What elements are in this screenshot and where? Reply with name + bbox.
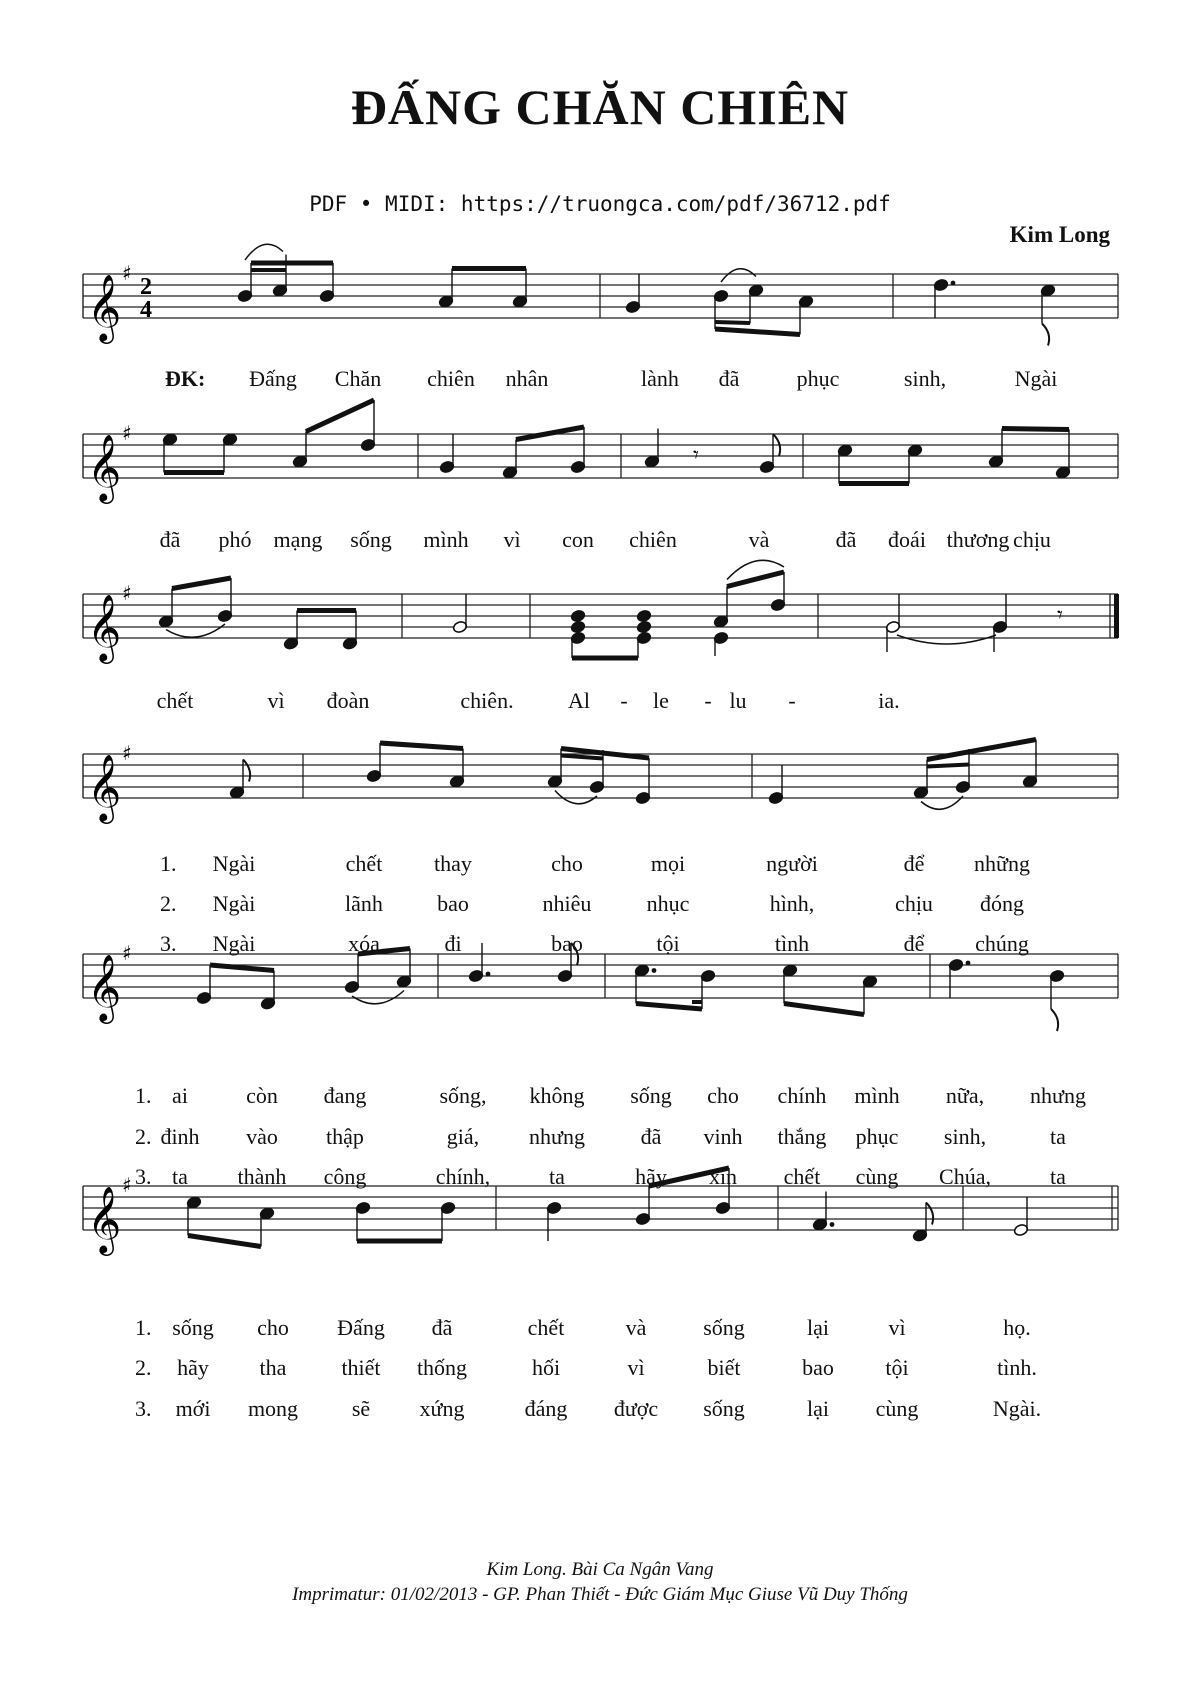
verse-number: 2. xyxy=(160,891,177,916)
lyric-syllable: để xyxy=(903,851,925,876)
lyric-syllable: hãy xyxy=(635,1164,667,1189)
lyric-syllable: còn xyxy=(246,1083,278,1108)
lyric-syllable: con xyxy=(562,527,594,552)
lyric-syllable: chiên. xyxy=(460,688,514,713)
lyric-syllable: chết xyxy=(527,1315,565,1340)
lyric-syllable: chính, xyxy=(435,1164,491,1189)
lyric-syllable: thiết xyxy=(341,1355,381,1380)
lyric-syllable: mới xyxy=(175,1396,211,1421)
lyric-syllable: thay xyxy=(434,851,472,876)
verse-number: 2. xyxy=(135,1124,152,1149)
lyric-syllable: mong xyxy=(247,1396,299,1421)
note-head xyxy=(636,620,651,633)
lyric-syllable: đã xyxy=(718,366,740,391)
lyric-syllable: ta xyxy=(172,1164,188,1189)
key-signature-sharp: ♯ xyxy=(122,1173,132,1197)
lyric-syllable: thắng xyxy=(777,1124,827,1149)
note-beam xyxy=(172,578,231,589)
slur xyxy=(897,635,996,644)
lyric-syllable: cho xyxy=(257,1315,289,1340)
lyric-syllable: đã xyxy=(431,1315,453,1340)
note-head xyxy=(636,609,651,622)
lyric-syllable: mọi xyxy=(650,851,686,876)
note-flag xyxy=(1051,1009,1058,1031)
note-beam xyxy=(715,329,800,335)
verse-number: 2. xyxy=(135,1355,152,1380)
lyric-syllable: sinh, xyxy=(903,366,947,391)
lyric-syllable: chúng xyxy=(975,931,1029,956)
lyric-syllable: mình xyxy=(423,527,469,552)
lyric-syllable: vì xyxy=(888,1315,906,1340)
lyric-syllable: Al xyxy=(568,688,590,713)
lyric-syllable: vinh xyxy=(703,1124,743,1149)
lyric-syllable: phục xyxy=(796,366,840,391)
note-head xyxy=(570,620,585,633)
lyric-syllable: ta xyxy=(549,1164,565,1189)
lyric-syllable: Ngài. xyxy=(992,1396,1042,1421)
lyric-syllable: cho xyxy=(551,851,583,876)
lyric-syllable: Chúa, xyxy=(939,1164,991,1189)
verse-number: 3. xyxy=(135,1396,152,1421)
lyric-syllable: lãnh xyxy=(345,891,383,916)
note-beam xyxy=(306,400,374,432)
lyric-syllable: giá, xyxy=(446,1124,480,1149)
lyric-syllable: sẽ xyxy=(351,1396,371,1421)
lyric-syllable: họ. xyxy=(1003,1315,1031,1340)
lyric-syllable: tha xyxy=(259,1355,287,1380)
lyric-syllable: đi xyxy=(444,931,462,956)
note-head xyxy=(570,609,585,622)
lyric-syllable: sống xyxy=(172,1315,214,1340)
final-barline-thick xyxy=(1114,594,1119,638)
lyric-syllable: bao xyxy=(437,891,469,916)
lyric-syllable: đinh xyxy=(160,1124,200,1149)
lyric-syllable: được xyxy=(613,1396,659,1421)
lyric-syllable: lành xyxy=(641,366,679,391)
note-beam xyxy=(715,322,750,323)
note-beam xyxy=(636,1004,702,1010)
slur xyxy=(352,991,404,1004)
lyric-syllable: chết xyxy=(345,851,383,876)
augmentation-dot xyxy=(652,968,657,973)
lyric-syllable: nhưng xyxy=(1030,1083,1086,1108)
lyric-syllable: và xyxy=(748,527,770,552)
lyric-syllable: phục xyxy=(855,1124,899,1149)
lyric-syllable: mình xyxy=(854,1083,900,1108)
note-beam xyxy=(210,965,274,971)
lyric-syllable: để xyxy=(903,931,925,956)
lyric-syllable: xóa xyxy=(348,931,380,956)
lyric-syllable: không xyxy=(529,1083,585,1108)
lyric-syllable: tội xyxy=(885,1355,909,1380)
lyric-syllable: người xyxy=(766,851,818,876)
lyric-syllable: những xyxy=(974,851,1030,876)
lyric-syllable: nhân xyxy=(505,366,549,391)
slur xyxy=(245,244,283,260)
lyric-syllable: tình xyxy=(774,931,810,956)
lyric-syllable: tội xyxy=(656,931,680,956)
lyric-syllable: đã xyxy=(835,527,857,552)
lyric-syllable: - xyxy=(620,688,628,713)
key-signature-sharp: ♯ xyxy=(122,581,132,605)
note-flag xyxy=(1042,324,1049,346)
lyric-syllable: đáng xyxy=(524,1396,568,1421)
note-beam xyxy=(727,572,784,587)
lyric-syllable: đóng xyxy=(980,891,1024,916)
eighth-rest: 𝄾 xyxy=(1057,603,1063,628)
lyric-syllable: sinh, xyxy=(943,1124,987,1149)
lyric-syllable: Chăn xyxy=(334,366,382,391)
lyric-syllable: sống, xyxy=(439,1083,487,1108)
lyric-syllable: sống xyxy=(350,527,392,552)
lyric-syllable: thành xyxy=(237,1164,287,1189)
verse-number: 1. xyxy=(160,851,177,876)
lyric-syllable: phó xyxy=(218,527,252,552)
lyric-syllable: đoái xyxy=(888,527,926,552)
lyric-syllable: Ngài xyxy=(212,891,256,916)
note-beam xyxy=(927,740,1036,760)
treble-clef: 𝄞 xyxy=(87,753,122,821)
lyric-syllable: nhục xyxy=(646,891,690,916)
lyric-syllable: đoàn xyxy=(326,688,370,713)
lyric-syllable: mạng xyxy=(273,527,323,552)
lyric-syllable: nữa, xyxy=(945,1083,985,1108)
note-beam xyxy=(380,743,463,749)
lyric-syllable: cùng xyxy=(855,1164,899,1189)
lyric-syllable: xin xyxy=(708,1164,738,1189)
lyric-syllable: vào xyxy=(246,1124,278,1149)
lyric-syllable: thương xyxy=(946,527,1010,552)
key-signature-sharp: ♯ xyxy=(122,741,132,765)
lyric-syllable: Đấng xyxy=(249,366,297,391)
lyric-syllable: tình. xyxy=(997,1355,1037,1380)
slur xyxy=(166,624,225,637)
augmentation-dot xyxy=(966,961,971,966)
time-signature-top: 2 xyxy=(140,274,152,300)
lyric-syllable: sống xyxy=(630,1083,672,1108)
lyric-syllable: Ngài xyxy=(1014,366,1058,391)
lyric-syllable: - xyxy=(788,688,796,713)
treble-clef: 𝄞 xyxy=(87,273,122,341)
treble-clef: 𝄞 xyxy=(87,593,122,661)
note-beam xyxy=(516,427,584,440)
lyric-syllable: ta xyxy=(1050,1124,1066,1149)
song-title: ĐẤNG CHĂN CHIÊN xyxy=(350,79,850,135)
eighth-rest: 𝄾 xyxy=(693,443,699,468)
lyric-syllable: đã xyxy=(640,1124,662,1149)
footer-imprimatur: Imprimatur: 01/02/2013 - GP. Phan Thiết - Đức Giám Mục Giuse Vũ Duy Thống xyxy=(292,1584,908,1605)
lyric-syllable: chiên xyxy=(629,527,677,552)
verse-number: 1. xyxy=(135,1315,152,1340)
augmentation-dot xyxy=(951,281,956,286)
time-signature-bottom: 4 xyxy=(140,297,152,323)
lyric-syllable: công xyxy=(323,1164,367,1189)
verse-number: 3. xyxy=(135,1164,152,1189)
key-signature-sharp: ♯ xyxy=(122,261,132,285)
lyric-syllable: hình, xyxy=(769,891,815,916)
augmentation-dot xyxy=(486,972,491,977)
lyric-syllable: lại xyxy=(807,1315,829,1340)
key-signature-sharp: ♯ xyxy=(122,941,132,965)
note-beam xyxy=(561,756,603,759)
lyric-syllable: hãy xyxy=(177,1355,209,1380)
lyric-syllable: hối xyxy=(531,1355,561,1380)
refrain-label: ĐK: xyxy=(165,366,206,391)
lyric-syllable: vì xyxy=(627,1355,645,1380)
note-beam xyxy=(784,1004,864,1015)
lyric-syllable: chiên xyxy=(427,366,475,391)
lyric-syllable: bao xyxy=(802,1355,834,1380)
lyric-syllable: ia. xyxy=(878,688,900,713)
verse-number: 1. xyxy=(135,1083,152,1108)
augmentation-dot xyxy=(830,1222,835,1227)
lyric-syllable: sống xyxy=(703,1396,745,1421)
lyric-syllable: nhưng xyxy=(529,1124,585,1149)
treble-clef: 𝄞 xyxy=(87,953,122,1021)
lyric-syllable: cùng xyxy=(875,1396,919,1421)
lyric-syllable: chính xyxy=(777,1083,827,1108)
composer: Kim Long xyxy=(1009,222,1110,247)
note-beam xyxy=(1002,429,1069,430)
lyric-syllable: lu xyxy=(729,688,747,713)
lyric-syllable: biết xyxy=(707,1355,741,1380)
slur xyxy=(721,269,756,282)
lyric-syllable: thống xyxy=(416,1355,468,1380)
lyric-syllable: đang xyxy=(323,1083,367,1108)
lyric-syllable: Ngài xyxy=(212,931,256,956)
note-flag xyxy=(243,760,250,782)
lyric-syllable: xứng xyxy=(419,1396,465,1421)
key-signature-sharp: ♯ xyxy=(122,421,132,445)
lyric-syllable: Ngài xyxy=(212,851,256,876)
slur xyxy=(555,791,597,804)
lyric-syllable: lại xyxy=(807,1396,829,1421)
note-beam xyxy=(927,765,969,767)
lyric-syllable: đã xyxy=(159,527,181,552)
lyric-syllable: thập xyxy=(326,1124,364,1149)
lyric-syllable: ta xyxy=(1050,1164,1066,1189)
lyric-syllable: cho xyxy=(707,1083,739,1108)
lyric-syllable: - xyxy=(704,688,712,713)
lyric-syllable: chết xyxy=(783,1164,821,1189)
lyric-syllable: Đấng xyxy=(337,1315,385,1340)
lyric-syllable: vì xyxy=(267,688,285,713)
note-beam xyxy=(188,1236,261,1247)
lyric-syllable: ai xyxy=(172,1083,188,1108)
lyric-syllable: nhiêu xyxy=(542,891,592,916)
lyric-syllable: chết xyxy=(156,688,194,713)
lyric-syllable: chịu xyxy=(895,891,933,916)
treble-clef: 𝄞 xyxy=(87,433,122,501)
verse-number: 3. xyxy=(160,931,177,956)
lyric-syllable: vì xyxy=(503,527,521,552)
lyric-syllable: bao xyxy=(551,931,583,956)
pdf-midi-link[interactable]: PDF • MIDI: https://truongca.com/pdf/36712.pdf xyxy=(309,192,891,216)
lyric-syllable: và xyxy=(625,1315,647,1340)
footer-source: Kim Long. Bài Ca Ngân Vang xyxy=(486,1559,714,1580)
lyric-syllable: le xyxy=(653,688,669,713)
lyric-syllable: chịu xyxy=(1013,527,1051,552)
lyric-syllable: sống xyxy=(703,1315,745,1340)
note-flag xyxy=(926,1203,933,1225)
treble-clef: 𝄞 xyxy=(87,1185,122,1253)
